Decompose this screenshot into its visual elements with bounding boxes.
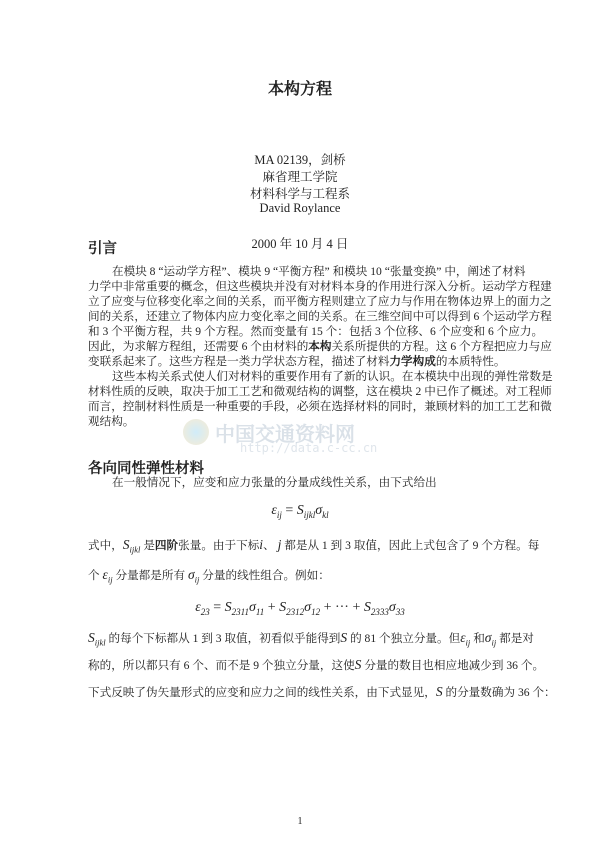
watermark-url: http://data.c-cc.cn (240, 441, 378, 455)
author-line: MA 02139，剑桥 (254, 153, 346, 167)
author-line: David Roylance (259, 201, 341, 215)
equation-constitutive: $\varepsilon_{ij} = S_{ijkl}\sigma_{kl}$ (271, 503, 329, 520)
paragraph-line: 力学中非常重要的概念，但这些模块并没有对材料本身的作用进行深入分析。运动学方程建 (88, 280, 552, 293)
page-number: 1 (297, 816, 303, 827)
text: 变联系起来了。这些方程是一类力学状态方程，描述了材料 (88, 355, 390, 368)
text: 的本质特性。 (435, 355, 506, 368)
section-heading-isotropic: 各向同性弹性材料 (88, 461, 204, 477)
paragraph-line: $S_{ijkl}$ 的每个下标都从 1 到 3 取值，初看似乎能得到S 的 81 个独立分量。但$\varepsilon_{ij}$ 和$\sigma_{ij}$ 都是对 (88, 630, 534, 648)
paragraph-line (88, 339, 552, 354)
text: 因此，为求解方程组，还需要 6 个由材料的 (88, 340, 309, 353)
paragraph-line: 式中，$S_{ijkl}$ 是四阶张量。由于下标i、 j 都是从 1 到 3 取值，因此上式包含了 9 个方程。每 (88, 537, 540, 555)
paragraph-line: 下式反映了伪矢量形式的应变和应力之间的线性关系，由下式显见，S 的分量数确为 36 个： (88, 684, 556, 699)
section-heading-intro: 引言 (88, 241, 117, 257)
paragraph-line: 在一般情况下，应变和应力张量的分量成线性关系，由下式给出 (112, 476, 437, 489)
date: 2000 年 10 月 4 日 (251, 237, 349, 251)
paragraph-line: 这些本构关系式使人们对材料的重要作用有了新的认识。在本模块中出现的弹性常数是 (112, 370, 553, 383)
author-line: 麻省理工学院 (262, 170, 338, 184)
paragraph-line (88, 354, 522, 369)
paragraph-line: 称的，所以都只有 6 个、而不是 9 个独立分量，这使S 分量的数目也相应地减少到 36 个。 (88, 657, 545, 672)
paragraph-line: 而言，控制材料性质是一种重要的手段，必须在选择材料的同时，兼顾材料的加工工艺和微 (88, 400, 552, 413)
bold-term: 力学构成 (389, 354, 436, 368)
watermark-name: 中国交通资料网 (215, 422, 355, 446)
watermark-logo (183, 419, 209, 445)
paragraph-line: 个 $\varepsilon_{ij}$ 分量都是所有 $\sigma_{ij}$ 分量的线性组合。例如： (88, 567, 330, 585)
paragraph-line: 材料性质的反映，取决于加工工艺和微观结构的调整，这在模块 2 中已作了概述。对工程师 (88, 385, 552, 398)
text: 关系所提供的方程。这 6 个方程把应力与应 (331, 340, 552, 353)
author-line: 材料科学与工程系 (249, 187, 350, 201)
paragraph-line: 在模块 8 “运动学方程”、模块 9 “平衡方程” 和模块 10 “张量变换” 中，阐述了材料 (112, 265, 526, 278)
paragraph-line: 观结构。 (88, 415, 135, 428)
paragraph-line: 和 3 个平衡方程，共 9 个方程。然而变量有 15 个：包括 3 个位移、6 个应变和 6 个应力。 (88, 325, 544, 338)
paragraph-line: 间的关系，还建立了物体内应力变化率之间的关系。在三维空间中可以得到 6 个运动学方程 (88, 310, 552, 323)
page-title: 本构方程 (267, 79, 332, 98)
equation-example: $\varepsilon_{23} = S_{2311}\sigma_{11} + S_{2312}\sigma_{12}$ + ··· + $S_{2333}\sigma_{33}$ (195, 600, 405, 617)
bold-term: 本构 (308, 339, 332, 353)
paragraph-line: 立了应变与位移变化率之间的关系，而平衡方程则建立了应力与作用在物体边界上的面力之 (88, 295, 552, 308)
